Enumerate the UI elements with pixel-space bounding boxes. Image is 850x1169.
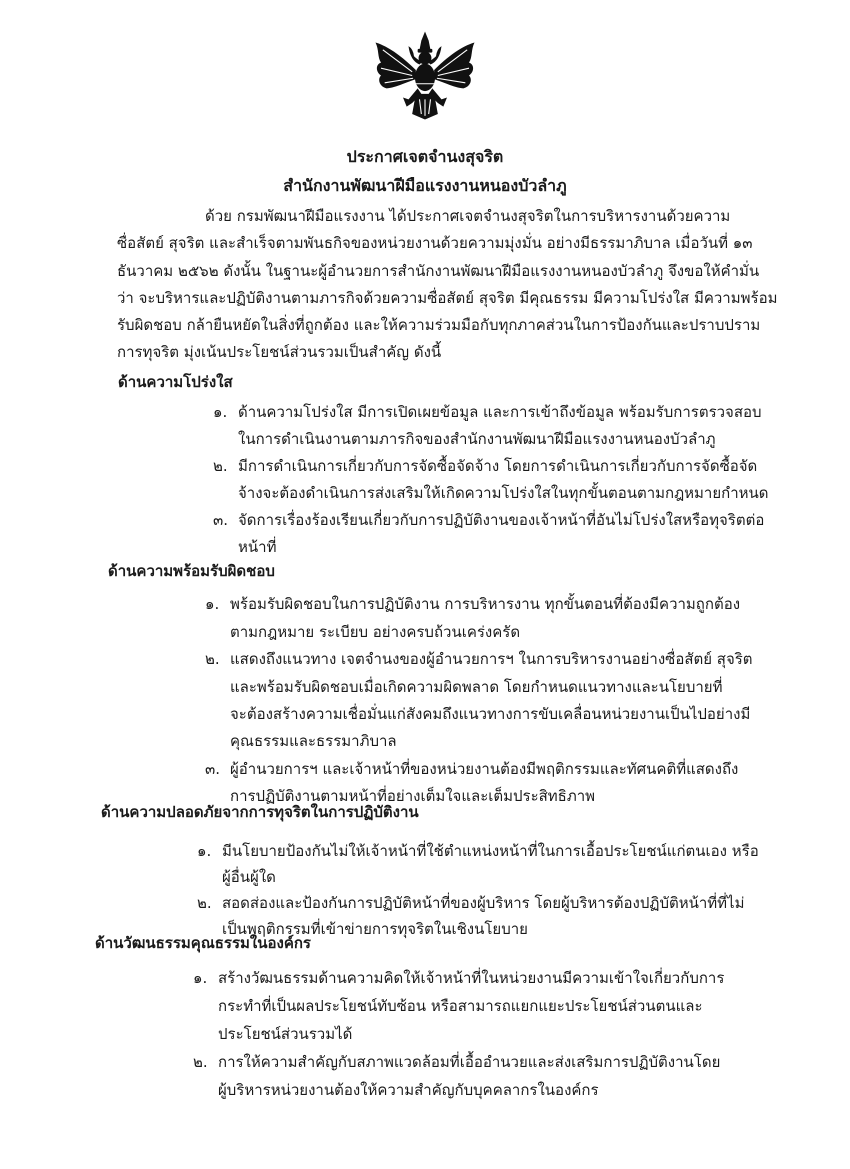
- item-text-line: ตามกฎหมาย ระเบียบ อย่างครบถ้วนเคร่งครัด: [230, 622, 521, 641]
- item-text: [238, 453, 800, 507]
- list-item: [193, 964, 800, 1048]
- item-number: ๓.: [213, 510, 229, 529]
- item-text: [218, 1048, 800, 1104]
- item-number: ๑.: [193, 969, 208, 988]
- item-text: [230, 591, 800, 646]
- item-number: ๓.: [205, 759, 221, 778]
- item-number: ๑.: [197, 842, 212, 861]
- list-item: [197, 838, 800, 890]
- item-text: [218, 964, 800, 1048]
- item-text-line: ผู้อำนวยการฯ และเจ้าหน้าที่ของหน่วยงานต้องมีพฤติกรรมและทัศนคติที่แสดงถึง: [230, 759, 739, 778]
- section-heading: ด้านความโปร่งใส: [118, 372, 233, 391]
- item-number: ๒.: [205, 650, 220, 669]
- item-text-line: จ้างจะต้องดำเนินการส่งเสริมให้เกิดความโปร่งใสในทุกขั้นตอนตามกฎหมายกำหนด: [238, 483, 769, 502]
- item-number: ๑.: [213, 402, 228, 421]
- item-number: ๑.: [205, 595, 220, 614]
- intro-paragraph-line: ว่า จะบริหารและปฏิบัติงานตามภารกิจด้วยความซื่อสัตย์ สุจริต มีคุณธรรม มีความโปร่งใส มีความพร้อม: [117, 288, 778, 307]
- item-text-line: ด้านความโปร่งใส มีการเปิดเผยข้อมูล และการเข้าถึงข้อมูล พร้อมรับการตรวจสอบ: [238, 402, 762, 421]
- item-number: ๒.: [213, 456, 228, 475]
- section-ethics-culture: [0, 930, 850, 1104]
- section-heading: ด้านความปลอดภัยจากการทุจริตในการปฏิบัติงาน: [101, 802, 419, 821]
- document-header: [0, 142, 850, 200]
- document-title: ประกาศเจตจำนงสุจริต: [346, 147, 504, 166]
- section-list: [205, 591, 800, 810]
- item-text-line: ผู้บริหารหน่วยงานต้องให้ความสำคัญกับบุคคลากรในองค์กร: [218, 1081, 599, 1100]
- office-name: สำนักงานพัฒนาฝีมือแรงงานหนองบัวลำภู: [283, 176, 567, 195]
- item-text-line: จะต้องสร้างความเชื่อมั่นแก่สังคมถึงแนวทางการขับเคลื่อนหน่วยงานเป็นไปอย่างมี: [230, 704, 751, 723]
- item-text-line: หน้าที่: [238, 537, 277, 556]
- intro-paragraph-line: รับผิดชอบ กล้ายืนหยัดในสิ่งที่ถูกต้อง และให้ความร่วมมือกับทุกภาคส่วนในการป้องกันและปราบปราม: [117, 316, 761, 335]
- item-text-line: ผู้อื่นผู้ใด: [222, 868, 276, 887]
- garuda-emblem: [370, 28, 480, 123]
- item-text-line: สร้างวัฒนธรรมด้านความคิดให้เจ้าหน้าที่ในหน่วยงานมีความเข้าใจเกี่ยวกับการ: [218, 969, 725, 988]
- item-text-line: ในการดำเนินงานตามภารกิจของสำนักงานพัฒนาฝีมือแรงงานหนองบัวลำภู: [238, 429, 716, 448]
- item-number: ๒.: [193, 1053, 208, 1072]
- item-text: [230, 646, 800, 756]
- item-text-line: มีนโยบายป้องกันไม่ให้เจ้าหน้าที่ใช้ตำแหน่งหน้าที่ในการเอื้อประโยชน์แก่ตนเอง หรือ: [222, 842, 759, 861]
- item-text-line: กระทำที่เป็นผลประโยชน์ทับซ้อน หรือสามารถแยกแยะประโยชน์ส่วนตนและ: [218, 997, 703, 1016]
- section-heading: ด้านวัฒนธรรมคุณธรรมในองค์กร: [95, 934, 311, 953]
- item-text-line: จัดการเรื่องร้องเรียนเกี่ยวกับการปฏิบัติงานของเจ้าหน้าที่อันไม่โปร่งใสหรือทุจริตต่อ: [238, 510, 765, 529]
- section-list: [197, 838, 800, 942]
- section-transparency: [0, 369, 850, 561]
- item-number: ๒.: [197, 894, 212, 913]
- item-text-line: คุณธรรมและธรรมาภิบาล: [230, 732, 397, 751]
- item-text-line: สอดส่องและป้องกันการปฏิบัติหน้าที่ของผู้บริหาร โดยผู้บริหารต้องปฏิบัติหน้าที่ที่ไม่: [222, 894, 745, 913]
- item-text: [222, 838, 800, 890]
- item-text-line: ประโยชน์ส่วนรวมได้: [218, 1025, 353, 1044]
- intro-paragraph-line: ธันวาคม ๒๕๖๒ ดังนั้น ในฐานะผู้อำนวยการสำนักงานพัฒนาฝีมือแรงงานหนองบัวลำภู จึงขอให้คำมั่น: [117, 261, 760, 280]
- intro-paragraph-line: การทุจริต มุ่งเน้นประโยชน์ส่วนรวมเป็นสำคัญ ดังนี้: [117, 343, 442, 362]
- section-list: [193, 964, 800, 1104]
- list-item: [213, 453, 800, 507]
- item-text-line: และพร้อมรับผิดชอบเมื่อเกิดความผิดพลาด โดยกำหนดแนวทางและนโยบายที่: [230, 677, 723, 696]
- list-item: [205, 646, 800, 756]
- section-corruption-safety: [0, 799, 850, 943]
- list-item: [205, 591, 800, 646]
- item-text-line: เป็นพฤติกรรมที่เข้าข่ายการทุจริตในเชิงนโยบาย: [222, 920, 528, 939]
- intro-paragraph-line: ซื่อสัตย์ สุจริต และสำเร็จตามพันธกิจของหน่วยงานด้วยความมุ่งมั่น อย่างมีธรรมาภิบาล เมื่อวันที่ ๑๓: [117, 234, 753, 253]
- list-item: [193, 1048, 800, 1104]
- item-text-line: การปฏิบัติงานตามหน้าที่อย่างเต็มใจและเต็มประสิทธิภาพ: [230, 787, 596, 806]
- item-text-line: พร้อมรับผิดชอบในการปฏิบัติงาน การบริหารงาน ทุกขั้นตอนที่ต้องมีความถูกต้อง: [230, 595, 741, 614]
- intro-paragraph-line: ด้วย กรมพัฒนาฝีมือแรงงาน ได้ประกาศเจตจำนงสุจริตในการบริหารงานด้วยความ: [205, 207, 731, 225]
- item-text: [238, 399, 800, 453]
- item-text-line: มีการดำเนินการเกี่ยวกับการจัดซื้อจัดจ้าง โดยการดำเนินการเกี่ยวกับการจัดซื้อจัด: [238, 456, 758, 475]
- item-text: [238, 507, 800, 561]
- list-item: [213, 507, 800, 561]
- item-text-line: แสดงถึงแนวทาง เจตจำนงของผู้อำนวยการฯ ในการบริหารงานอย่างซื่อสัตย์ สุจริต: [230, 650, 753, 669]
- intro-paragraph: [117, 203, 800, 367]
- section-heading: ด้านความพร้อมรับผิดชอบ: [108, 561, 275, 580]
- section-list: [213, 399, 800, 561]
- list-item: [213, 399, 800, 453]
- section-accountability: [0, 558, 850, 811]
- item-text-line: การให้ความสำคัญกับสภาพแวดล้อมที่เอื้ออำนวยและส่งเสริมการปฏิบัติงานโดย: [218, 1053, 721, 1072]
